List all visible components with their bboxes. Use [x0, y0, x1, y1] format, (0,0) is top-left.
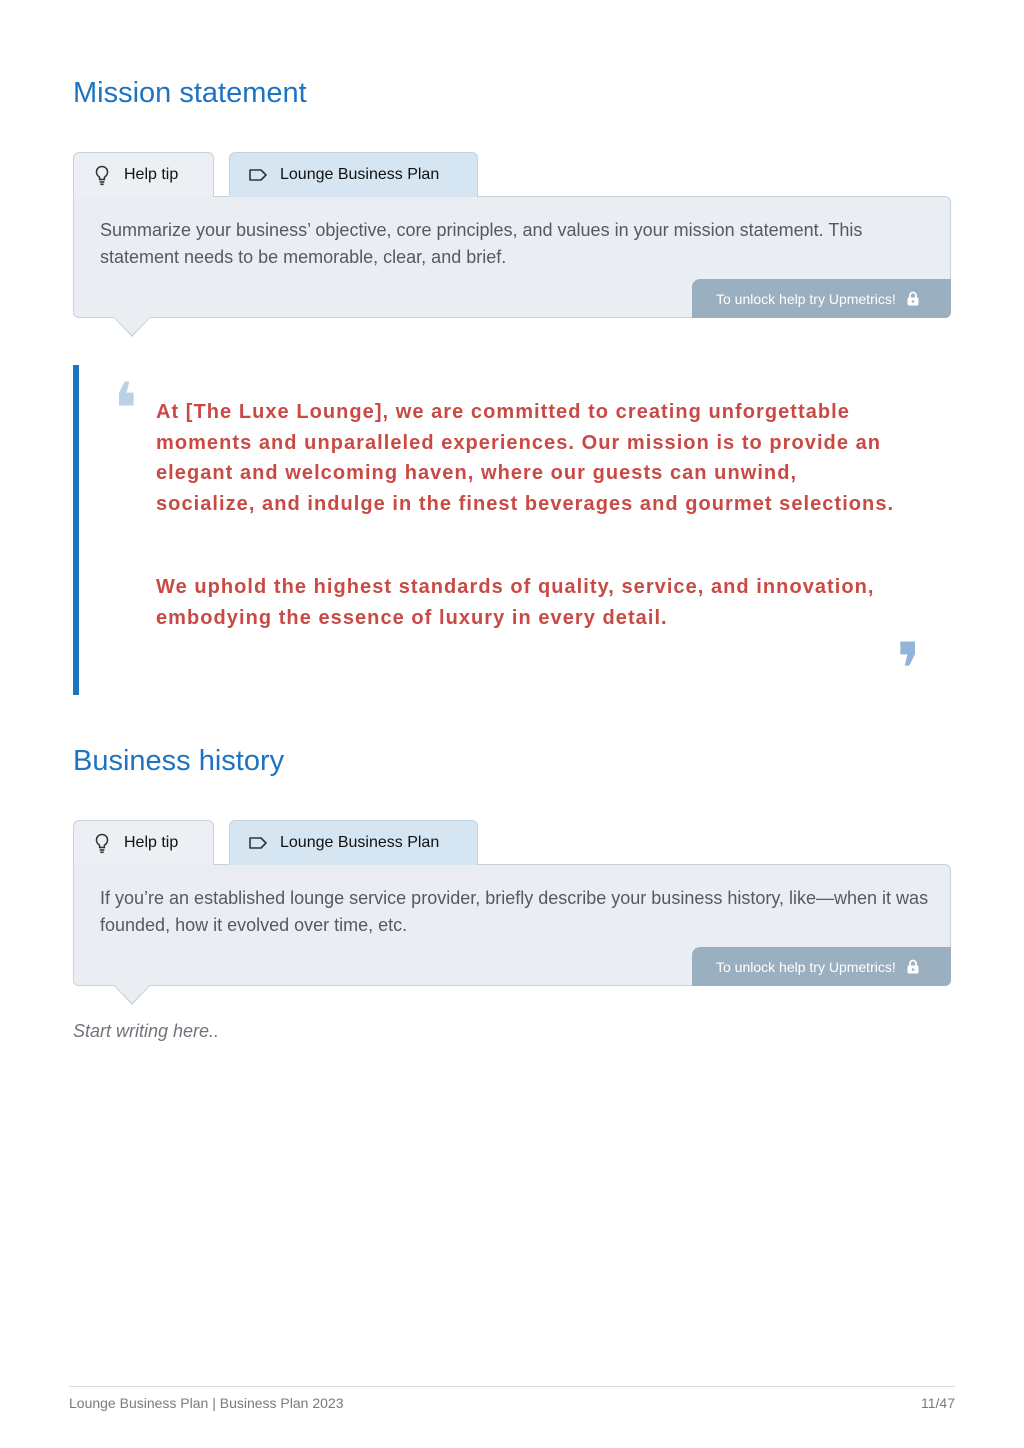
help-tip-label: Help tip [124, 166, 179, 183]
mission-statement-heading: Mission statement [73, 77, 307, 109]
help-tip-text: Summarize your business’ objective, core principles, and values in your mission statement. This statement needs to be memorable, clear, and brief. [100, 220, 863, 267]
unlock-help-label: To unlock help try Upmetrics! [716, 958, 896, 975]
footer-document-title: Lounge Business Plan | Business Plan 2023 [69, 1395, 344, 1411]
footer-divider [69, 1386, 955, 1387]
plan-tab-label: Lounge Business Plan [280, 834, 440, 851]
help-tip-text: If you’re an established lounge service provider, briefly describe your business history, like—when it was founded, how it evolved over time, etc. [100, 888, 929, 935]
help-tip-tab[interactable] [73, 152, 214, 197]
open-quote-mark: ❛ [113, 367, 138, 451]
lock-icon [907, 959, 919, 974]
page-number: 11/47 [921, 1395, 955, 1411]
business-history-heading: Business history [73, 745, 285, 777]
close-quote-mark: ❜ [896, 627, 921, 711]
mission-help-widget [73, 152, 951, 338]
unlock-help-label: To unlock help try Upmetrics! [716, 290, 896, 307]
unlock-help-button[interactable] [692, 947, 951, 986]
tag-icon [248, 164, 268, 186]
history-help-widget [73, 820, 951, 1006]
unlock-help-button[interactable] [692, 279, 951, 318]
lock-icon [907, 291, 919, 306]
tag-icon [248, 832, 268, 854]
help-tip-label: Help tip [124, 834, 179, 851]
plan-tab-label: Lounge Business Plan [280, 166, 440, 183]
start-writing-placeholder[interactable]: Start writing here.. [73, 1021, 220, 1041]
lounge-business-plan-tab[interactable] [229, 152, 478, 197]
mission-quote-block [73, 365, 933, 711]
help-tip-tab[interactable] [73, 820, 214, 865]
lounge-business-plan-tab[interactable] [229, 820, 478, 865]
mission-quote-paragraph-2: We uphold the highest standards of quality, service, and innovation, embodying the essence of luxury in every detail. [156, 576, 875, 629]
lightbulb-icon [92, 832, 112, 854]
help-tip-panel [73, 864, 951, 986]
lightbulb-icon [92, 164, 112, 186]
mission-quote-paragraph-1: At [The Luxe Lounge], we are committed to creating unforgettable moments and unparalleled experiences. Our mission is to provide an elegant and welcoming haven, where our guests can unwind, socialize, and indulge in the finest beverages and gourmet selections. [156, 401, 895, 516]
help-tip-panel [73, 196, 951, 318]
